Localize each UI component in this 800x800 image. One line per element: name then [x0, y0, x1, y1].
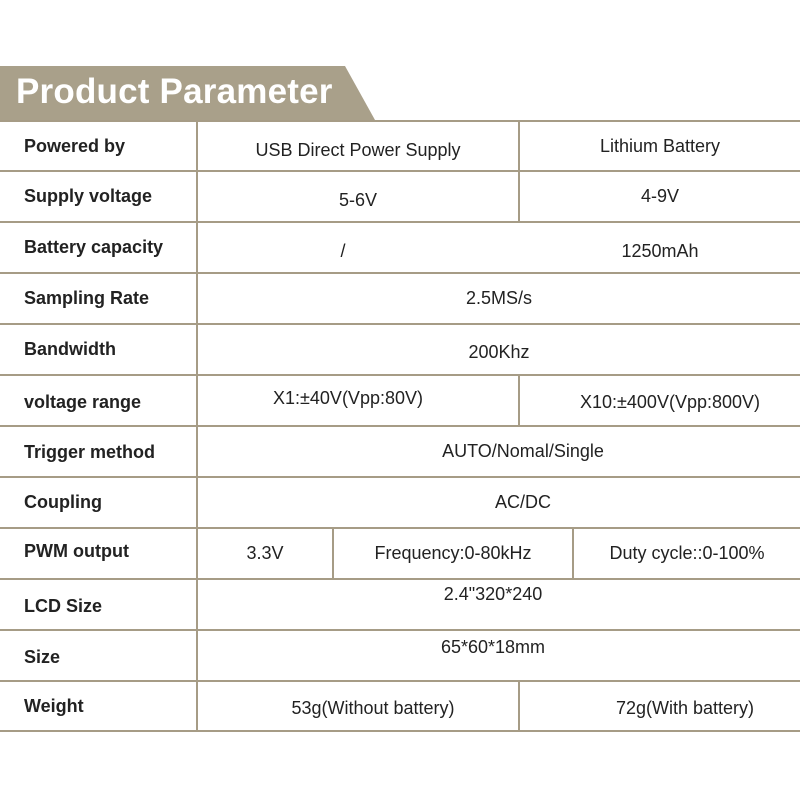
cell-pwm-frequency: Frequency:0-80kHz	[374, 543, 532, 563]
cell-weight-without-battery: 53g(Without battery)	[291, 697, 455, 718]
cell-trigger-method: AUTO/Nomal/Single	[442, 441, 604, 461]
cell-powered-by-battery: Lithium Battery	[599, 135, 721, 156]
row-label-lcd-size: LCD Size	[24, 596, 103, 616]
row-label-voltage-range: voltage range	[24, 392, 142, 412]
row-label-bandwidth: Bandwidth	[24, 339, 116, 359]
row-label-weight: Weight	[24, 695, 84, 716]
cell-powered-by-usb: USB Direct Power Supply	[255, 139, 461, 160]
cell-coupling: AC/DC	[494, 492, 551, 512]
cell-supply-voltage-battery: 4-9V	[640, 186, 680, 206]
row-label-pwm-output: PWM output	[24, 541, 129, 561]
row-label-trigger-method: Trigger method	[24, 442, 156, 462]
row-label-powered-by: Powered by	[24, 135, 126, 156]
row-label-coupling: Coupling	[24, 492, 102, 512]
cell-bandwidth: 200Khz	[468, 342, 530, 362]
cell-pwm-voltage: 3.3V	[246, 543, 284, 563]
page-title: Product Parameter	[16, 72, 333, 111]
cell-size: 65*60*18mm	[440, 636, 546, 657]
cell-voltage-range-x10: X10:±400V(Vpp:800V)	[580, 392, 760, 412]
cell-sampling-rate: 2.5MS/s	[465, 288, 533, 308]
cell-pwm-duty-cycle: Duty cycle::0-100%	[609, 543, 765, 563]
row-label-sampling-rate: Sampling Rate	[24, 288, 150, 308]
cell-voltage-range-x1: X1:±40V(Vpp:80V)	[273, 388, 423, 408]
row-label-size: Size	[24, 647, 61, 667]
cell-lcd-size: 2.4"320*240	[443, 583, 543, 604]
row-label-supply-voltage: Supply voltage	[24, 186, 153, 206]
row-label-battery-capacity: Battery capacity	[24, 237, 164, 257]
cell-supply-voltage-usb: 5-6V	[338, 190, 378, 210]
cell-battery-capacity-battery: 1250mAh	[621, 241, 699, 261]
parameter-table	[0, 120, 800, 732]
cell-battery-capacity-usb: /	[340, 241, 346, 261]
cell-weight-with-battery: 72g(With battery)	[615, 697, 755, 718]
